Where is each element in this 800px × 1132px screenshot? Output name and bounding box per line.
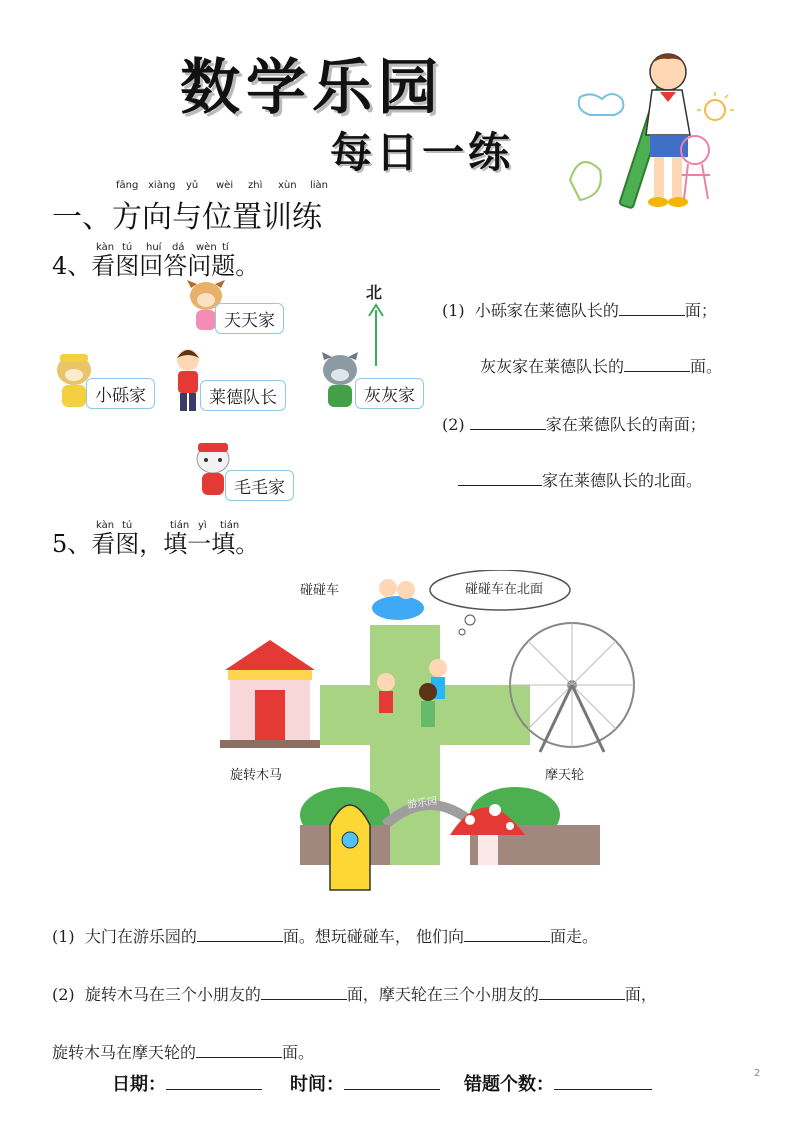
q-text-part: 面， bbox=[624, 985, 657, 1004]
answer-blank[interactable] bbox=[196, 1043, 282, 1058]
q4-line-2 bbox=[480, 354, 722, 377]
answer-blank[interactable] bbox=[619, 301, 685, 316]
q-text-part: 面走。 bbox=[549, 927, 598, 946]
caption-bumper-car: 碰碰车 bbox=[300, 583, 340, 598]
q4-line-4 bbox=[458, 468, 702, 491]
answer-blank[interactable] bbox=[261, 985, 347, 1000]
q-text-part: 灰灰家在莱德队长的 bbox=[480, 357, 625, 376]
answer-blank[interactable] bbox=[458, 471, 542, 486]
page-number: 2 bbox=[754, 1068, 761, 1079]
map-label-huihui: 灰灰家 bbox=[355, 378, 424, 409]
footer-date bbox=[112, 1070, 262, 1096]
q-text-part: 旋转木马在摩天轮的 bbox=[52, 1043, 197, 1062]
q4-line-3 bbox=[442, 412, 706, 435]
answer-blank[interactable] bbox=[470, 415, 546, 430]
pinyin: wèn bbox=[196, 242, 217, 253]
footer-date-label: 日期： bbox=[112, 1074, 166, 1095]
pinyin: xiàng bbox=[148, 180, 176, 191]
footer-errors-label: 错题个数： bbox=[464, 1074, 554, 1095]
pinyin: liàn bbox=[310, 180, 329, 191]
q-text-part: 大门在游乐园的 bbox=[84, 927, 197, 946]
pinyin: zhì bbox=[248, 180, 263, 191]
pinyin: tián bbox=[220, 520, 240, 531]
map-label-leader: 莱德队长 bbox=[200, 380, 286, 411]
errors-blank[interactable] bbox=[554, 1075, 652, 1090]
q4-text: 看图回答问题。 bbox=[91, 252, 260, 280]
pinyin: kàn bbox=[96, 242, 115, 253]
answer-blank[interactable] bbox=[464, 927, 550, 942]
time-blank[interactable] bbox=[344, 1075, 440, 1090]
caption-gate: 游乐园 bbox=[406, 795, 438, 812]
pinyin: tí bbox=[222, 242, 229, 253]
q-num: (2) bbox=[442, 415, 465, 434]
q-text-part: 家在莱德队长的南面； bbox=[545, 415, 706, 434]
q-text-part: 面。 bbox=[282, 1043, 315, 1062]
pinyin: dá bbox=[172, 242, 185, 253]
answer-blank[interactable] bbox=[624, 357, 690, 372]
q-text-part: 面； bbox=[684, 301, 717, 320]
q-text-part: 面。想玩碰碰车， 他们向 bbox=[282, 927, 464, 946]
north-label: 北 bbox=[366, 283, 383, 302]
q5-text: 看图，填一填。 bbox=[91, 530, 260, 558]
pinyin: huí bbox=[146, 242, 162, 253]
q-text-part: 家在莱德队长的北面。 bbox=[542, 471, 703, 490]
pinyin: xùn bbox=[278, 180, 297, 191]
pinyin: tú bbox=[122, 520, 133, 531]
caption-thought-bubble: 碰碰车在北面 bbox=[465, 582, 544, 597]
answer-blank[interactable] bbox=[539, 985, 625, 1000]
amusement-park-illustration bbox=[200, 570, 660, 905]
boy-with-pencil-illustration bbox=[560, 40, 750, 230]
page-title: 数学乐园 bbox=[180, 53, 444, 123]
q-num: (1) bbox=[442, 301, 465, 320]
map-label-maomao: 毛毛家 bbox=[225, 470, 294, 501]
section-title: 一、方向与位置训练 bbox=[52, 200, 322, 235]
q5-heading bbox=[52, 524, 259, 559]
north-arrow-icon bbox=[366, 302, 386, 368]
map-label-xiaoyan: 小砾家 bbox=[86, 378, 155, 409]
date-blank[interactable] bbox=[166, 1075, 262, 1090]
q-text-part: 旋转木马在三个小朋友的 bbox=[84, 985, 261, 1004]
answer-blank[interactable] bbox=[197, 927, 283, 942]
pinyin: yì bbox=[198, 520, 207, 531]
pinyin: kàn bbox=[96, 520, 115, 531]
pinyin: wèi bbox=[216, 180, 234, 191]
pinyin: tú bbox=[122, 242, 133, 253]
pinyin: fāng bbox=[116, 180, 139, 191]
q5-line-1 bbox=[52, 924, 598, 947]
footer-time bbox=[290, 1070, 440, 1096]
caption-carousel: 旋转木马 bbox=[230, 768, 283, 783]
page-subtitle: 每日一练 bbox=[330, 128, 515, 177]
footer-errors bbox=[464, 1070, 652, 1096]
q-text-part: 面，摩天轮在三个小朋友的 bbox=[346, 985, 539, 1004]
pinyin: yǔ bbox=[186, 180, 199, 191]
q5-number: 5、 bbox=[52, 530, 92, 558]
q4-line-1 bbox=[442, 298, 717, 321]
q4-number: 4、 bbox=[52, 252, 92, 280]
footer-time-label: 时间： bbox=[290, 1074, 344, 1095]
q5-line-2 bbox=[52, 982, 657, 1005]
q5-line-3 bbox=[52, 1040, 314, 1063]
q-num: (2) bbox=[52, 985, 75, 1004]
pinyin: tián bbox=[170, 520, 190, 531]
caption-ferris-wheel: 摩天轮 bbox=[545, 768, 585, 783]
q-text-part: 面。 bbox=[690, 357, 723, 376]
q-text-part: 小砾家在莱德队长的 bbox=[474, 301, 619, 320]
map-label-tiantian: 天天家 bbox=[215, 303, 284, 334]
q-num: (1) bbox=[52, 927, 75, 946]
q4-heading bbox=[52, 246, 259, 281]
